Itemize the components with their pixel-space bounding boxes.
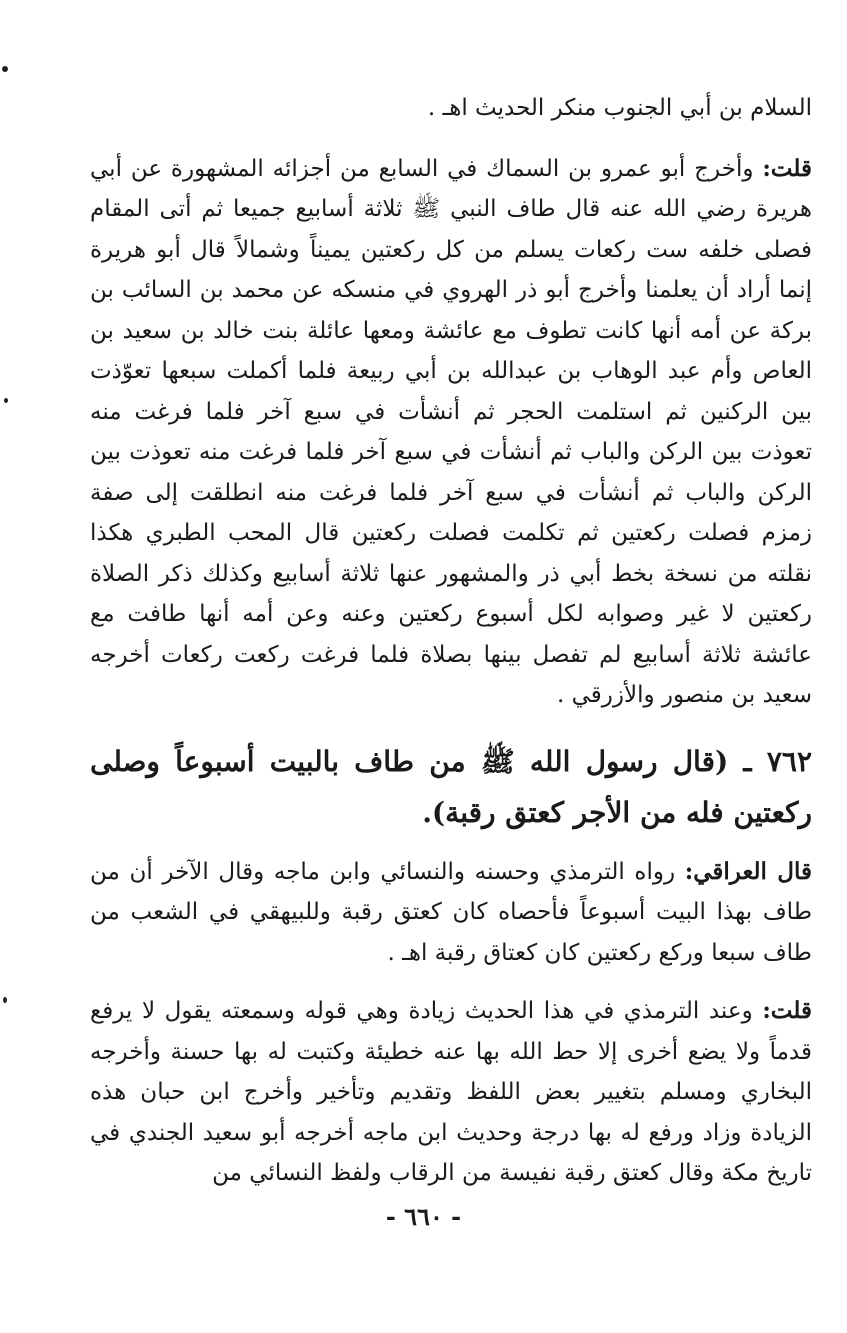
paragraph-text: وأخرج أبو عمرو بن السماك في السابع من أجزائه المشهورة عن أبي هريرة رضي الله عنه قال طاف النبي ﷺ ثلاثة أسابيع جميعا ثم أتى المقام فصلى خلفه ست ركعات يسلم من كل ركعتين يميناً وشمالاً قال أبو هريرة إنما أراد أن يعلمنا وأخرج أبو ذر الهروي في منسكه عن محمد بن السائب بن بركة عن أمه أنها كانت تطوف مع عائشة ومعها عائلة بنت خالد بن سعيد بن العاص وأم عبد الوهاب بن عبدالله بن أبي ربيعة فلما أكملت سبعها تعوّذت بين الركنين ثم استلمت الحجر ثم أنشأت في سبع آخر فلما فرغت منه تعوذت بين الركن والباب ثم أنشأت في سبع آخر فلما فرغت منه تعوذت بين الركن والباب ثم أنشأت في سبع آخر فلما فرغت منه انطلقت إلى صفة زمزم فصلت ركعتين ثم تكلمت فصلت ركعتين قال المحب الطبري هكذا نقلته من نسخة بخط أبي ذر والمشهور عنها ثلاثة أسابيع وكذلك ذكر الصلاة ركعتين لا غير وصوابه لكل أسبوع ركعتين وعنه وعن أمه أنها طافت مع عائشة ثلاثة أسابيع لم تفصل بينها بصلاة فلما فرغت ركعت ركعات أخرجه سعيد بن منصور والأزرقي . (90, 155, 812, 708)
edge-mark-lower (3, 997, 7, 1003)
paragraph-text: وعند الترمذي في هذا الحديث زيادة وهي قوله وسمعته يقول لا يرفع قدماً ولا يضع أخرى إلا حط الله بها عنه خطيئة وكتبت له بها حسنة وأخرجه البخاري ومسلم بتغيير بعض اللفظ وتقديم وتأخير وأخرج ابن حبان هذه الزيادة وزاد ورفع له بها درجة وحديث ابن ماجه أخرجه أبو سعيد الجندي في تاريخ مكة وقال كعتق رقبة نفيسة من الرقاب ولفظ النسائي من (90, 998, 812, 1186)
paragraph-continuation (90, 88, 812, 129)
paragraph-lead: قلت: (762, 154, 812, 182)
paragraph-qult-2 (90, 991, 812, 1194)
page-body (90, 88, 812, 1194)
paragraph-lead: قال العراقي: (684, 857, 812, 885)
edge-mark-middle (4, 398, 8, 403)
edge-mark-top (2, 66, 8, 72)
paragraph-text: السلام بن أبي الجنوب منكر الحديث اهـ . (427, 95, 812, 121)
paragraph-text: رواه الترمذي وحسنه والنسائي وابن ماجه وقال الآخر أن من طاف بهذا البيت أسبوعاً فأحصاه كان كعتق رقبة وللبيهقي في الشعب من طاف سبعا وركع ركعتين كان كعتاق رقبة اهـ . (90, 858, 812, 966)
paragraph-iraqi (90, 852, 812, 974)
page-number: - ٦٦٠ - (385, 1202, 462, 1231)
paragraph-qult-1 (90, 149, 812, 716)
paragraph-lead: قلت: (762, 997, 812, 1024)
hadith-heading: ٧٦٢ ـ (قال رسول الله ﷺ من طاف بالبيت أسبوعاً وصلى ركعتين فله من الأجر كعتق رقبة). (90, 744, 812, 829)
